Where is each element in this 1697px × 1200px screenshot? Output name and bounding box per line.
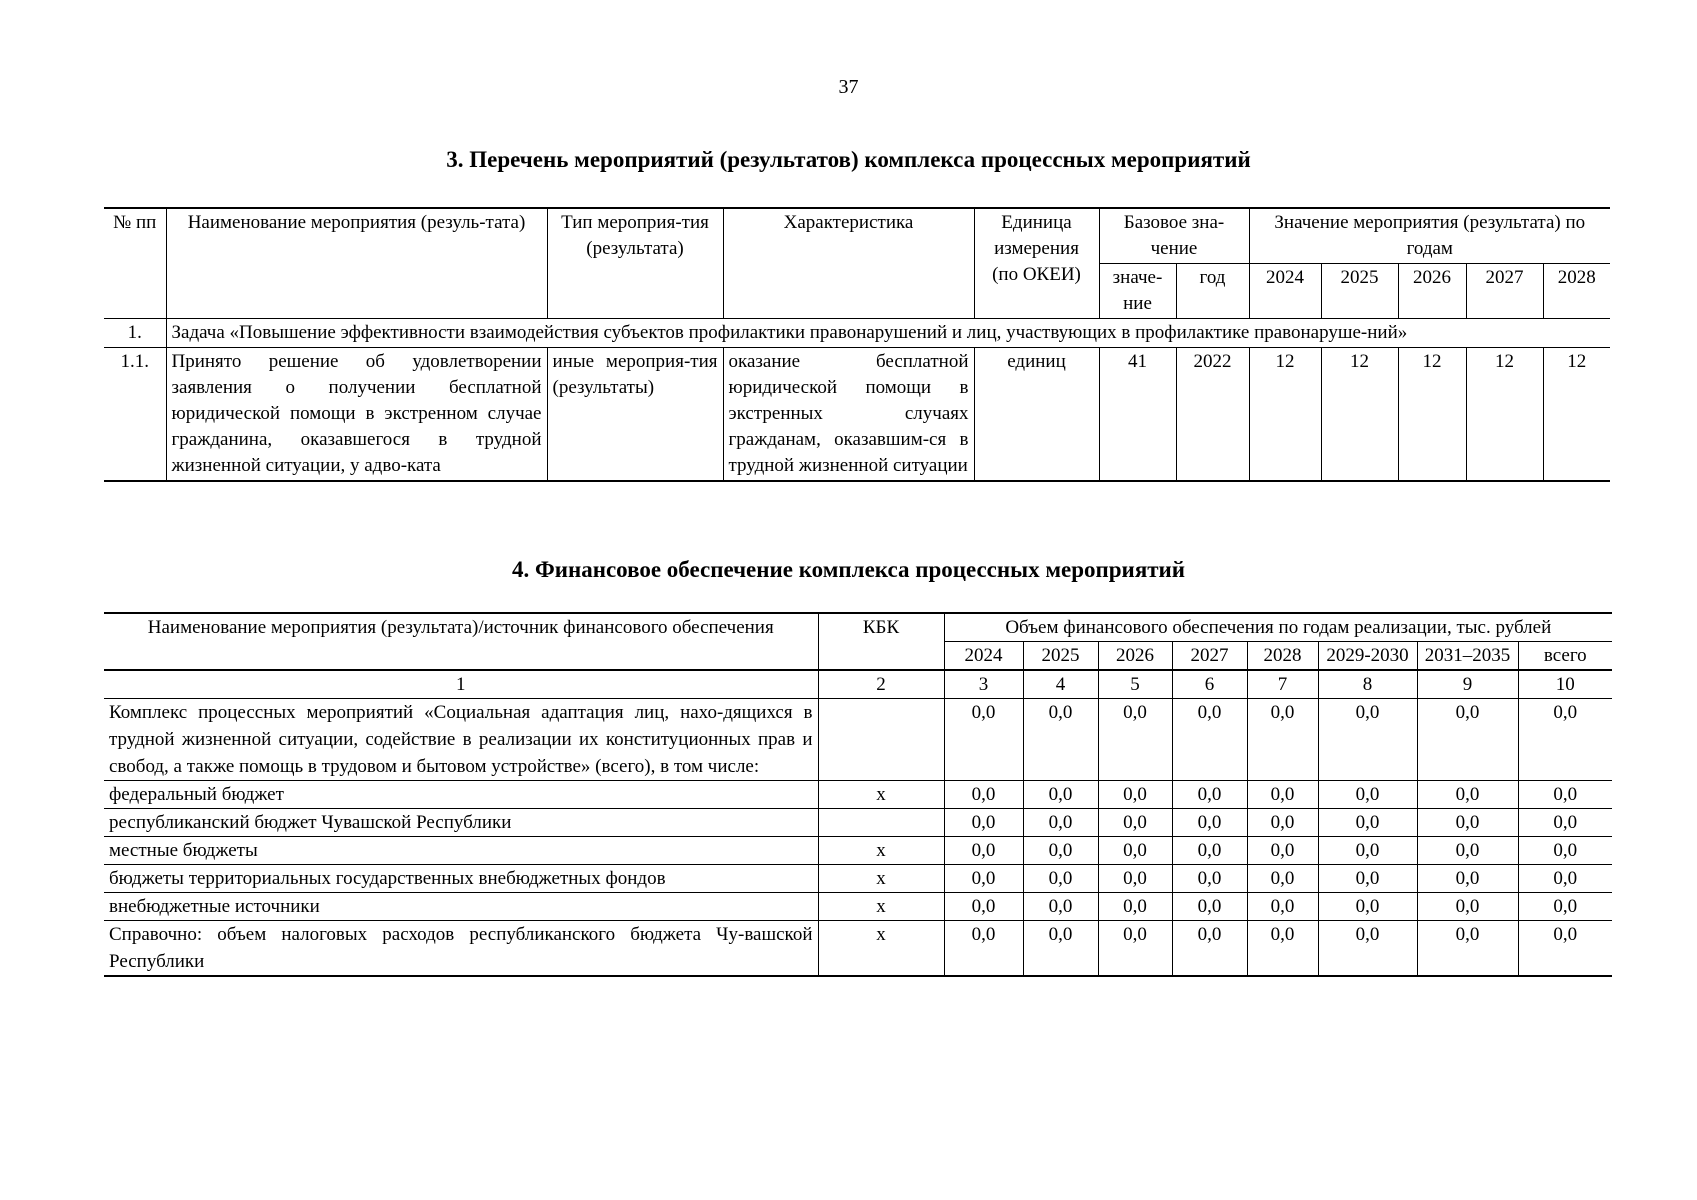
header-base-value: значе-ние (1099, 264, 1176, 319)
header-name: Наименование мероприятия (резуль-тата) (166, 208, 547, 319)
column-number: 4 (1023, 670, 1098, 699)
financing-value: 0,0 (1172, 837, 1247, 865)
financing-value: 0,0 (1172, 893, 1247, 921)
header-characteristic: Характеристика (723, 208, 974, 319)
financing-value: 0,0 (1247, 837, 1318, 865)
financing-value: 0,0 (1098, 921, 1172, 977)
header-year: 2025 (1321, 264, 1398, 319)
financing-kbk (818, 809, 944, 837)
column-number: 10 (1518, 670, 1612, 699)
financing-value: 0,0 (1098, 699, 1172, 781)
financing-value: 0,0 (1098, 781, 1172, 809)
financing-value: 0,0 (1172, 865, 1247, 893)
task-num: 1. (104, 319, 166, 348)
financing-value: 0,0 (1023, 865, 1098, 893)
financing-value: 0,0 (1318, 865, 1417, 893)
header-unit: Единица измерения (по ОКЕИ) (974, 208, 1099, 319)
financing-value: 0,0 (1247, 809, 1318, 837)
financing-kbk (818, 699, 944, 781)
fin-header-total: всего (1518, 642, 1612, 671)
financing-value: 0,0 (1518, 837, 1612, 865)
financing-value: 0,0 (1417, 809, 1518, 837)
financing-value: 0,0 (1518, 865, 1612, 893)
column-number: 7 (1247, 670, 1318, 699)
header-year: 2024 (1249, 264, 1321, 319)
financing-value: 0,0 (1172, 781, 1247, 809)
fin-header-year: 2031–2035 (1417, 642, 1518, 671)
activity-num: 1.1. (104, 348, 166, 482)
financing-row (104, 809, 1612, 837)
financing-value: 0,0 (944, 809, 1023, 837)
financing-value: 0,0 (944, 837, 1023, 865)
financing-value: 0,0 (1518, 699, 1612, 781)
header-base: Базовое зна-чение (1099, 208, 1249, 264)
financing-source-name: местные бюджеты (104, 837, 818, 865)
financing-value: 0,0 (1247, 699, 1318, 781)
financing-value: 0,0 (1417, 837, 1518, 865)
financing-value: 0,0 (1318, 699, 1417, 781)
header-values-by-year: Значение мероприятия (результата) по годам (1249, 208, 1610, 264)
column-numbers-row (104, 670, 1612, 699)
activities-table (104, 207, 1610, 482)
financing-value: 0,0 (1318, 781, 1417, 809)
financing-value: 0,0 (1172, 921, 1247, 977)
financing-value: 0,0 (1318, 837, 1417, 865)
financing-source-name: Справочно: объем налоговых расходов республиканского бюджета Чу-вашской Республики (104, 921, 818, 977)
activity-value: 12 (1466, 348, 1543, 482)
financing-value: 0,0 (944, 921, 1023, 977)
financing-row (104, 865, 1612, 893)
section-4-title: 4. Финансовое обеспечение комплекса процессных мероприятий (511, 557, 1186, 582)
financing-value: 0,0 (1518, 893, 1612, 921)
financing-source-name: внебюджетные источники (104, 893, 818, 921)
header-num: № пп (104, 208, 166, 319)
financing-kbk: x (818, 921, 944, 977)
financing-row (104, 837, 1612, 865)
financing-kbk: x (818, 865, 944, 893)
activity-value: 12 (1398, 348, 1466, 482)
fin-header-year: 2025 (1023, 642, 1098, 671)
header-type: Тип мероприя-тия (результата) (547, 208, 723, 319)
fin-header-name: Наименование мероприятия (результата)/источник финансового обеспечения (104, 613, 818, 670)
financing-value: 0,0 (1023, 921, 1098, 977)
task-row (104, 319, 1610, 348)
page-number: 37 (838, 76, 859, 98)
activity-value: 12 (1321, 348, 1398, 482)
financing-value: 0,0 (1318, 921, 1417, 977)
financing-value: 0,0 (1023, 781, 1098, 809)
fin-header-year: 2026 (1098, 642, 1172, 671)
financing-value: 0,0 (1417, 865, 1518, 893)
fin-header-year: 2027 (1172, 642, 1247, 671)
column-number: 3 (944, 670, 1023, 699)
header-year: 2028 (1543, 264, 1610, 319)
financing-value: 0,0 (1247, 921, 1318, 977)
financing-value: 0,0 (944, 781, 1023, 809)
fin-header-year: 2028 (1247, 642, 1318, 671)
fin-header-kbk: КБК (818, 613, 944, 670)
financing-value: 0,0 (1098, 809, 1172, 837)
activity-unit: единиц (974, 348, 1099, 482)
column-number: 2 (818, 670, 944, 699)
financing-value: 0,0 (1518, 809, 1612, 837)
column-number: 6 (1172, 670, 1247, 699)
financing-value: 0,0 (1023, 893, 1098, 921)
financing-row (104, 893, 1612, 921)
activity-value: 12 (1543, 348, 1610, 482)
financing-value: 0,0 (1098, 893, 1172, 921)
financing-source-name: федеральный бюджет (104, 781, 818, 809)
section-3-title: 3. Перечень мероприятий (результатов) комплекса процессных мероприятий (446, 147, 1251, 172)
financing-row (104, 781, 1612, 809)
financing-value: 0,0 (1172, 809, 1247, 837)
financing-source-name: Комплекс процессных мероприятий «Социальная адаптация лиц, нахо-дящихся в трудной жизненной ситуации, содействие в реализации их конституционных прав и свобод, а также помощь в трудовом и бытовом устройстве» (всего), в том числе: (104, 699, 818, 781)
financing-value: 0,0 (1247, 781, 1318, 809)
header-base-year: год (1176, 264, 1249, 319)
fin-header-volume: Объем финансового обеспечения по годам реализации, тыс. рублей (944, 613, 1612, 642)
financing-value: 0,0 (1518, 921, 1612, 977)
financing-value: 0,0 (1417, 893, 1518, 921)
financing-source-name: республиканский бюджет Чувашской Республики (104, 809, 818, 837)
column-number: 9 (1417, 670, 1518, 699)
financing-value: 0,0 (1247, 893, 1318, 921)
financing-kbk: x (818, 781, 944, 809)
column-number: 8 (1318, 670, 1417, 699)
financing-value: 0,0 (1417, 921, 1518, 977)
activity-characteristic: оказание бесплатной юридической помощи в экстренных случаях гражданам, оказавшим-ся в трудной жизненной ситуации (723, 348, 974, 482)
financing-kbk: x (818, 893, 944, 921)
activity-name: Принято решение об удовлетворении заявления о получении бесплатной юридической помощи в экстренном случае гражданина, оказавшегося в трудной жизненной ситуации, у адво-ката (166, 348, 547, 482)
activity-base-year: 2022 (1176, 348, 1249, 482)
financing-row (104, 921, 1612, 977)
financing-value: 0,0 (1098, 837, 1172, 865)
header-year: 2027 (1466, 264, 1543, 319)
financing-source-name: бюджеты территориальных государственных внебюджетных фондов (104, 865, 818, 893)
fin-header-year: 2029-2030 (1318, 642, 1417, 671)
activity-value: 12 (1249, 348, 1321, 482)
financing-value: 0,0 (1417, 781, 1518, 809)
activity-base-value: 41 (1099, 348, 1176, 482)
financing-row (104, 699, 1612, 781)
financing-value: 0,0 (1318, 809, 1417, 837)
fin-header-year: 2024 (944, 642, 1023, 671)
financing-value: 0,0 (1318, 893, 1417, 921)
financing-value: 0,0 (944, 699, 1023, 781)
task-text: Задача «Повышение эффективности взаимодействия субъектов профилактики правонарушений и лиц, участвующих в профилактике правонаруше-ний» (166, 319, 1610, 348)
column-number: 1 (104, 670, 818, 699)
financing-value: 0,0 (1172, 699, 1247, 781)
financing-value: 0,0 (1023, 809, 1098, 837)
financing-value: 0,0 (1023, 699, 1098, 781)
activity-type: иные мероприя-тия (результаты) (547, 348, 723, 482)
column-number: 5 (1098, 670, 1172, 699)
financing-value: 0,0 (944, 893, 1023, 921)
financing-table (104, 612, 1612, 977)
financing-value: 0,0 (1098, 865, 1172, 893)
financing-value: 0,0 (944, 865, 1023, 893)
activity-row (104, 348, 1610, 482)
header-year: 2026 (1398, 264, 1466, 319)
financing-value: 0,0 (1247, 865, 1318, 893)
financing-value: 0,0 (1417, 699, 1518, 781)
financing-value: 0,0 (1518, 781, 1612, 809)
financing-value: 0,0 (1023, 837, 1098, 865)
financing-kbk: x (818, 837, 944, 865)
